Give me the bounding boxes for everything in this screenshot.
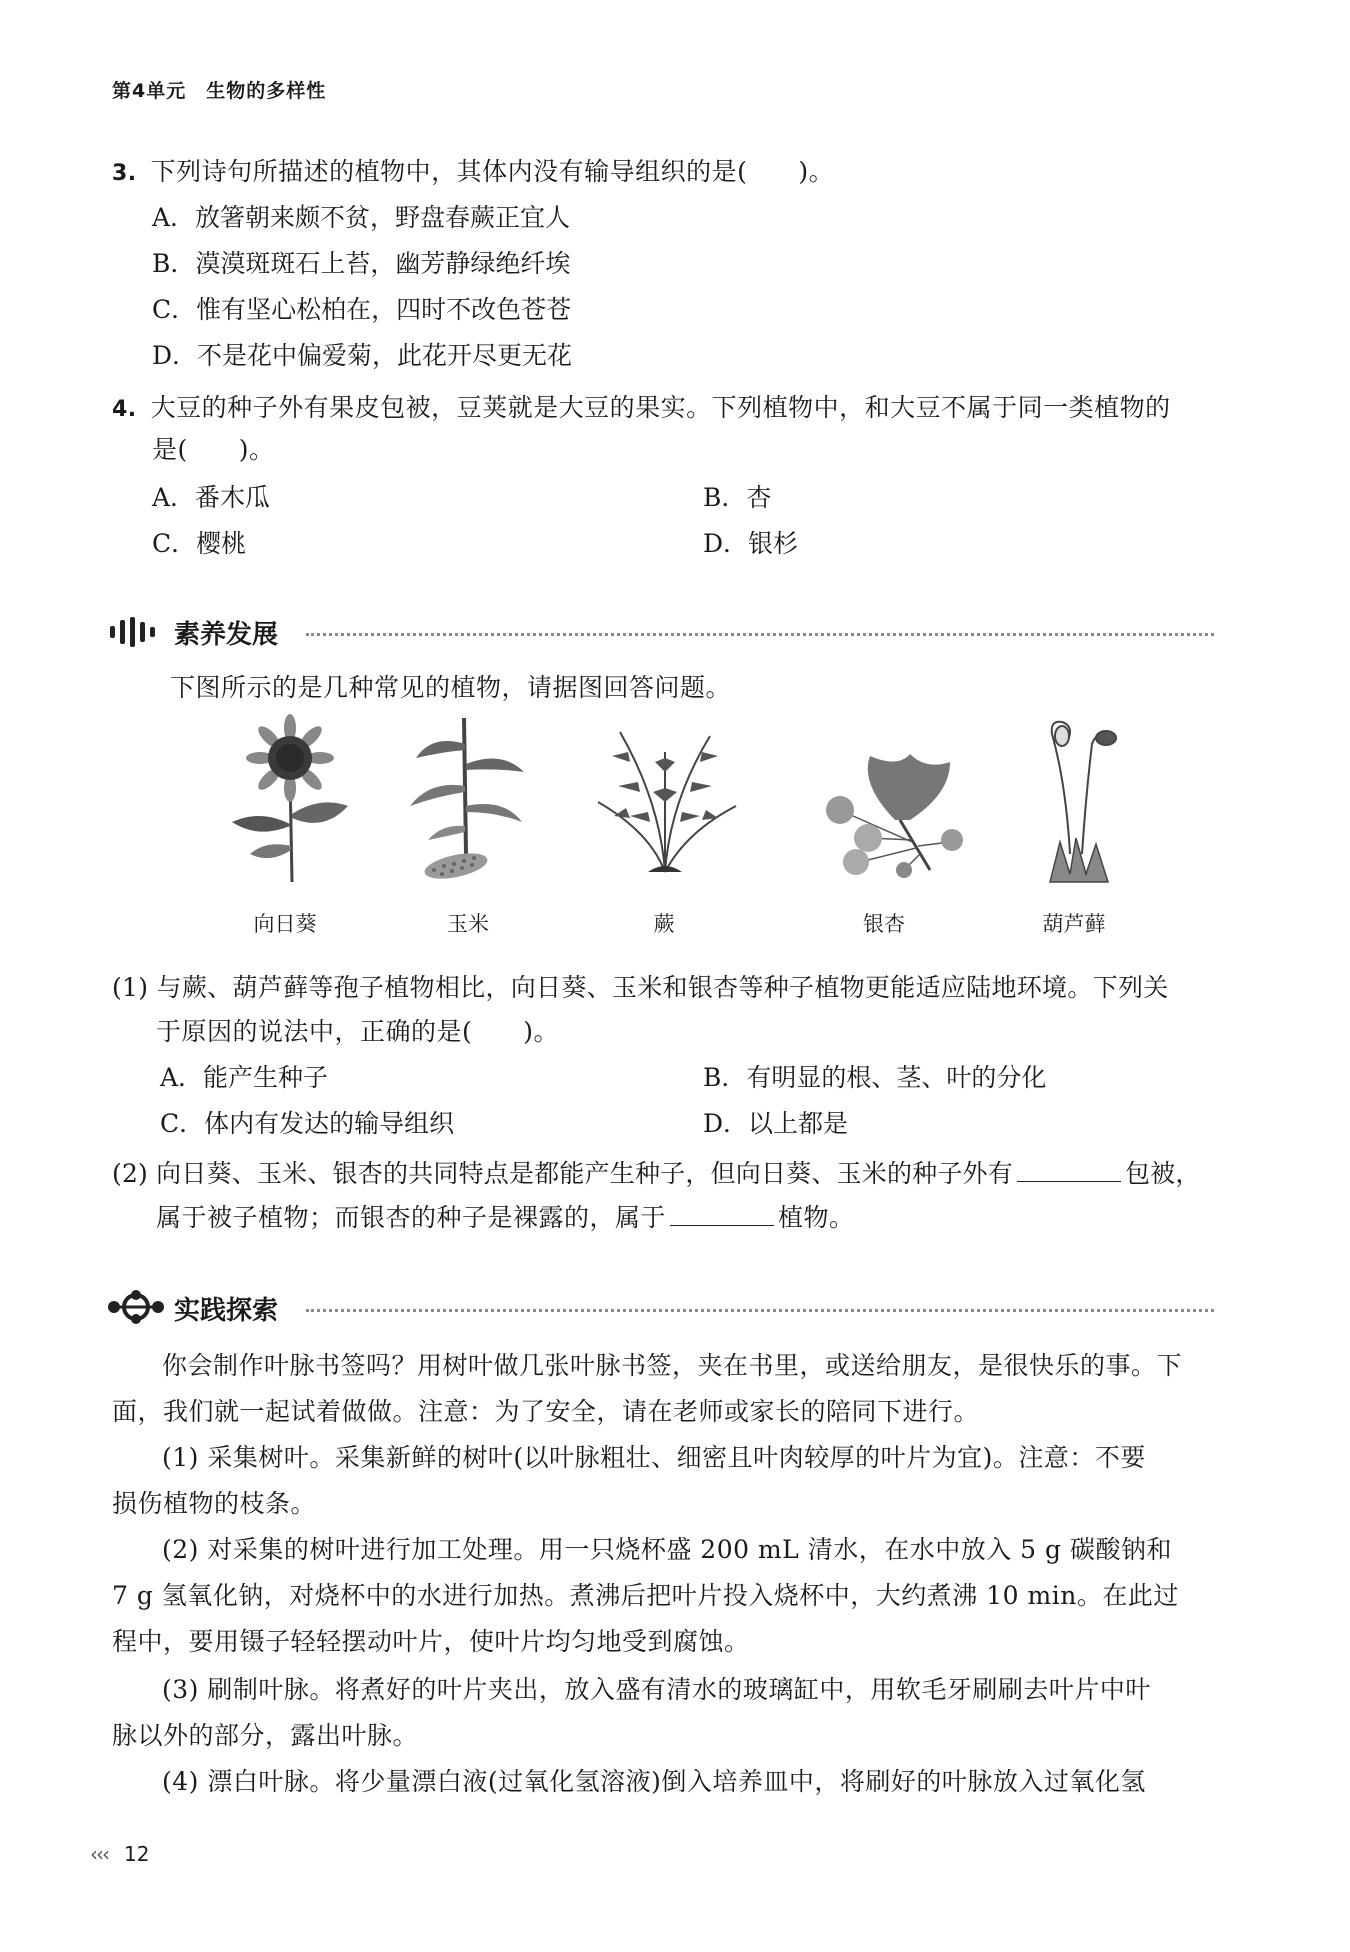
section-title-practice: 实践探索 <box>174 1296 279 1326</box>
running-header <box>112 76 326 103</box>
subq1-option-c: C．体内有发达的输导组织 <box>160 1109 455 1138</box>
q3-number: 3. <box>112 161 137 186</box>
q4-number: 4. <box>112 397 137 422</box>
practice-step3-b: 脉以外的部分，露出叶脉。 <box>112 1721 419 1750</box>
subq2-line1-text: (2) 向日葵、玉米、银杏的共同特点是都能产生种子，但向日葵、玉米的种子外有 <box>112 1159 1013 1188</box>
section-title-literacy: 素养发展 <box>174 620 279 650</box>
corn-illustration <box>402 714 532 884</box>
q4-option-a: A．番木瓜 <box>152 483 271 512</box>
page-number: 12 <box>124 1842 150 1866</box>
answer-blank-2[interactable] <box>670 1205 774 1226</box>
section-divider <box>306 1309 1214 1312</box>
plant-label-fern: 蕨 <box>653 912 675 936</box>
fern-illustration <box>590 722 740 882</box>
practice-para-1a: 你会制作叶脉书签吗？用树叶做几张叶脉书签，夹在书里，或送给朋友，是很快乐的事。下 <box>162 1351 1183 1380</box>
section1-intro: 下图所示的是几种常见的植物，请据图回答问题。 <box>170 673 732 702</box>
unit-title: 生物的多样性 <box>206 80 327 102</box>
subq2-line2 <box>156 1198 855 1234</box>
plant-label-moss: 葫芦藓 <box>1042 912 1106 936</box>
subq2-line2-tail: 植物。 <box>778 1203 855 1232</box>
q3-stem-line <box>112 152 834 188</box>
q4-stem-line1 <box>112 388 1171 424</box>
q3-option-b: B．漠漠斑斑石上苔，幽芳静绿绝纤埃 <box>152 249 571 278</box>
section-divider <box>306 633 1214 636</box>
q3-option-d: D．不是花中偏爱菊，此花开尽更无花 <box>152 341 573 370</box>
q4-option-d: D．银杉 <box>703 529 799 558</box>
moss-illustration <box>1030 714 1130 884</box>
subq1-line1: (1) 与蕨、葫芦藓等孢子植物相比，向日葵、玉米和银杏等种子植物更能适应陆地环境。下列关 <box>112 973 1169 1002</box>
practice-step2-b: 7 g 氢氧化钠，对烧杯中的水进行加热。煮沸后把叶片投入烧杯中，大约煮沸 10 min。在此过 <box>112 1581 1179 1610</box>
subq1-option-a: A．能产生种子 <box>160 1063 329 1092</box>
practice-step2-c: 程中，要用镊子轻轻摆动叶片，使叶片均匀地受到腐蚀。 <box>112 1627 750 1656</box>
q4-stem-1: 大豆的种子外有果皮包被，豆荚就是大豆的果实。下列植物中，和大豆不属于同一类植物的 <box>150 393 1171 422</box>
page-arrows-icon: ‹‹‹ <box>90 1842 108 1866</box>
practice-para-1b: 面，我们就一起试着做做。注意：为了安全，请在老师或家长的陪同下进行。 <box>112 1397 980 1426</box>
subq1-line2: 于原因的说法中，正确的是( )。 <box>156 1017 560 1046</box>
connected-dots-icon <box>106 1290 166 1324</box>
unit-label: 第4单元 <box>112 80 187 102</box>
practice-step3-a: (3) 刷制叶脉。将煮好的叶片夹出，放入盛有清水的玻璃缸中，用软毛牙刷刷去叶片中叶 <box>162 1675 1151 1704</box>
practice-step2-a: (2) 对采集的树叶进行加工处理。用一只烧杯盛 200 mL 清水，在水中放入 5 g 碳酸钠和 <box>162 1535 1172 1564</box>
subq1-option-d: D．以上都是 <box>703 1109 849 1138</box>
q4-option-b: B．杏 <box>703 483 772 512</box>
subq2-line2-text: 属于被子植物；而银杏的种子是裸露的，属于 <box>156 1203 667 1232</box>
q4-option-c: C．樱桃 <box>152 529 247 558</box>
sunflower-illustration <box>220 714 350 884</box>
ginkgo-illustration <box>800 750 970 880</box>
plant-label-sunflower: 向日葵 <box>253 912 317 936</box>
q3-option-c: C．惟有坚心松柏在，四时不改色苍苍 <box>152 295 572 324</box>
practice-step1-b: 损伤植物的枝条。 <box>112 1489 317 1518</box>
q4-stem-line2: 是( )。 <box>152 435 275 464</box>
q3-stem: 下列诗句所描述的植物中，其体内没有输导组织的是( )。 <box>150 157 835 186</box>
subq2-line1-tail: 包被， <box>1124 1159 1201 1188</box>
answer-blank-1[interactable] <box>1017 1161 1121 1182</box>
practice-step1-a: (1) 采集树叶。采集新鲜的树叶(以叶脉粗壮、细密且叶肉较厚的叶片为宜)。注意：不要 <box>162 1443 1146 1472</box>
sound-bars-icon <box>108 617 166 647</box>
practice-step4-a: (4) 漂白叶脉。将少量漂白液(过氧化氢溶液)倒入培养皿中，将刷好的叶脉放入过氧化氢 <box>162 1767 1146 1796</box>
plant-label-ginkgo: 银杏 <box>863 912 905 936</box>
subq1-option-b: B．有明显的根、茎、叶的分化 <box>703 1063 1047 1092</box>
plant-label-corn: 玉米 <box>447 912 489 936</box>
q3-option-a: A．放箸朝来颇不贫，野盘春蕨正宜人 <box>152 203 571 232</box>
subq2-line1 <box>112 1154 1201 1190</box>
